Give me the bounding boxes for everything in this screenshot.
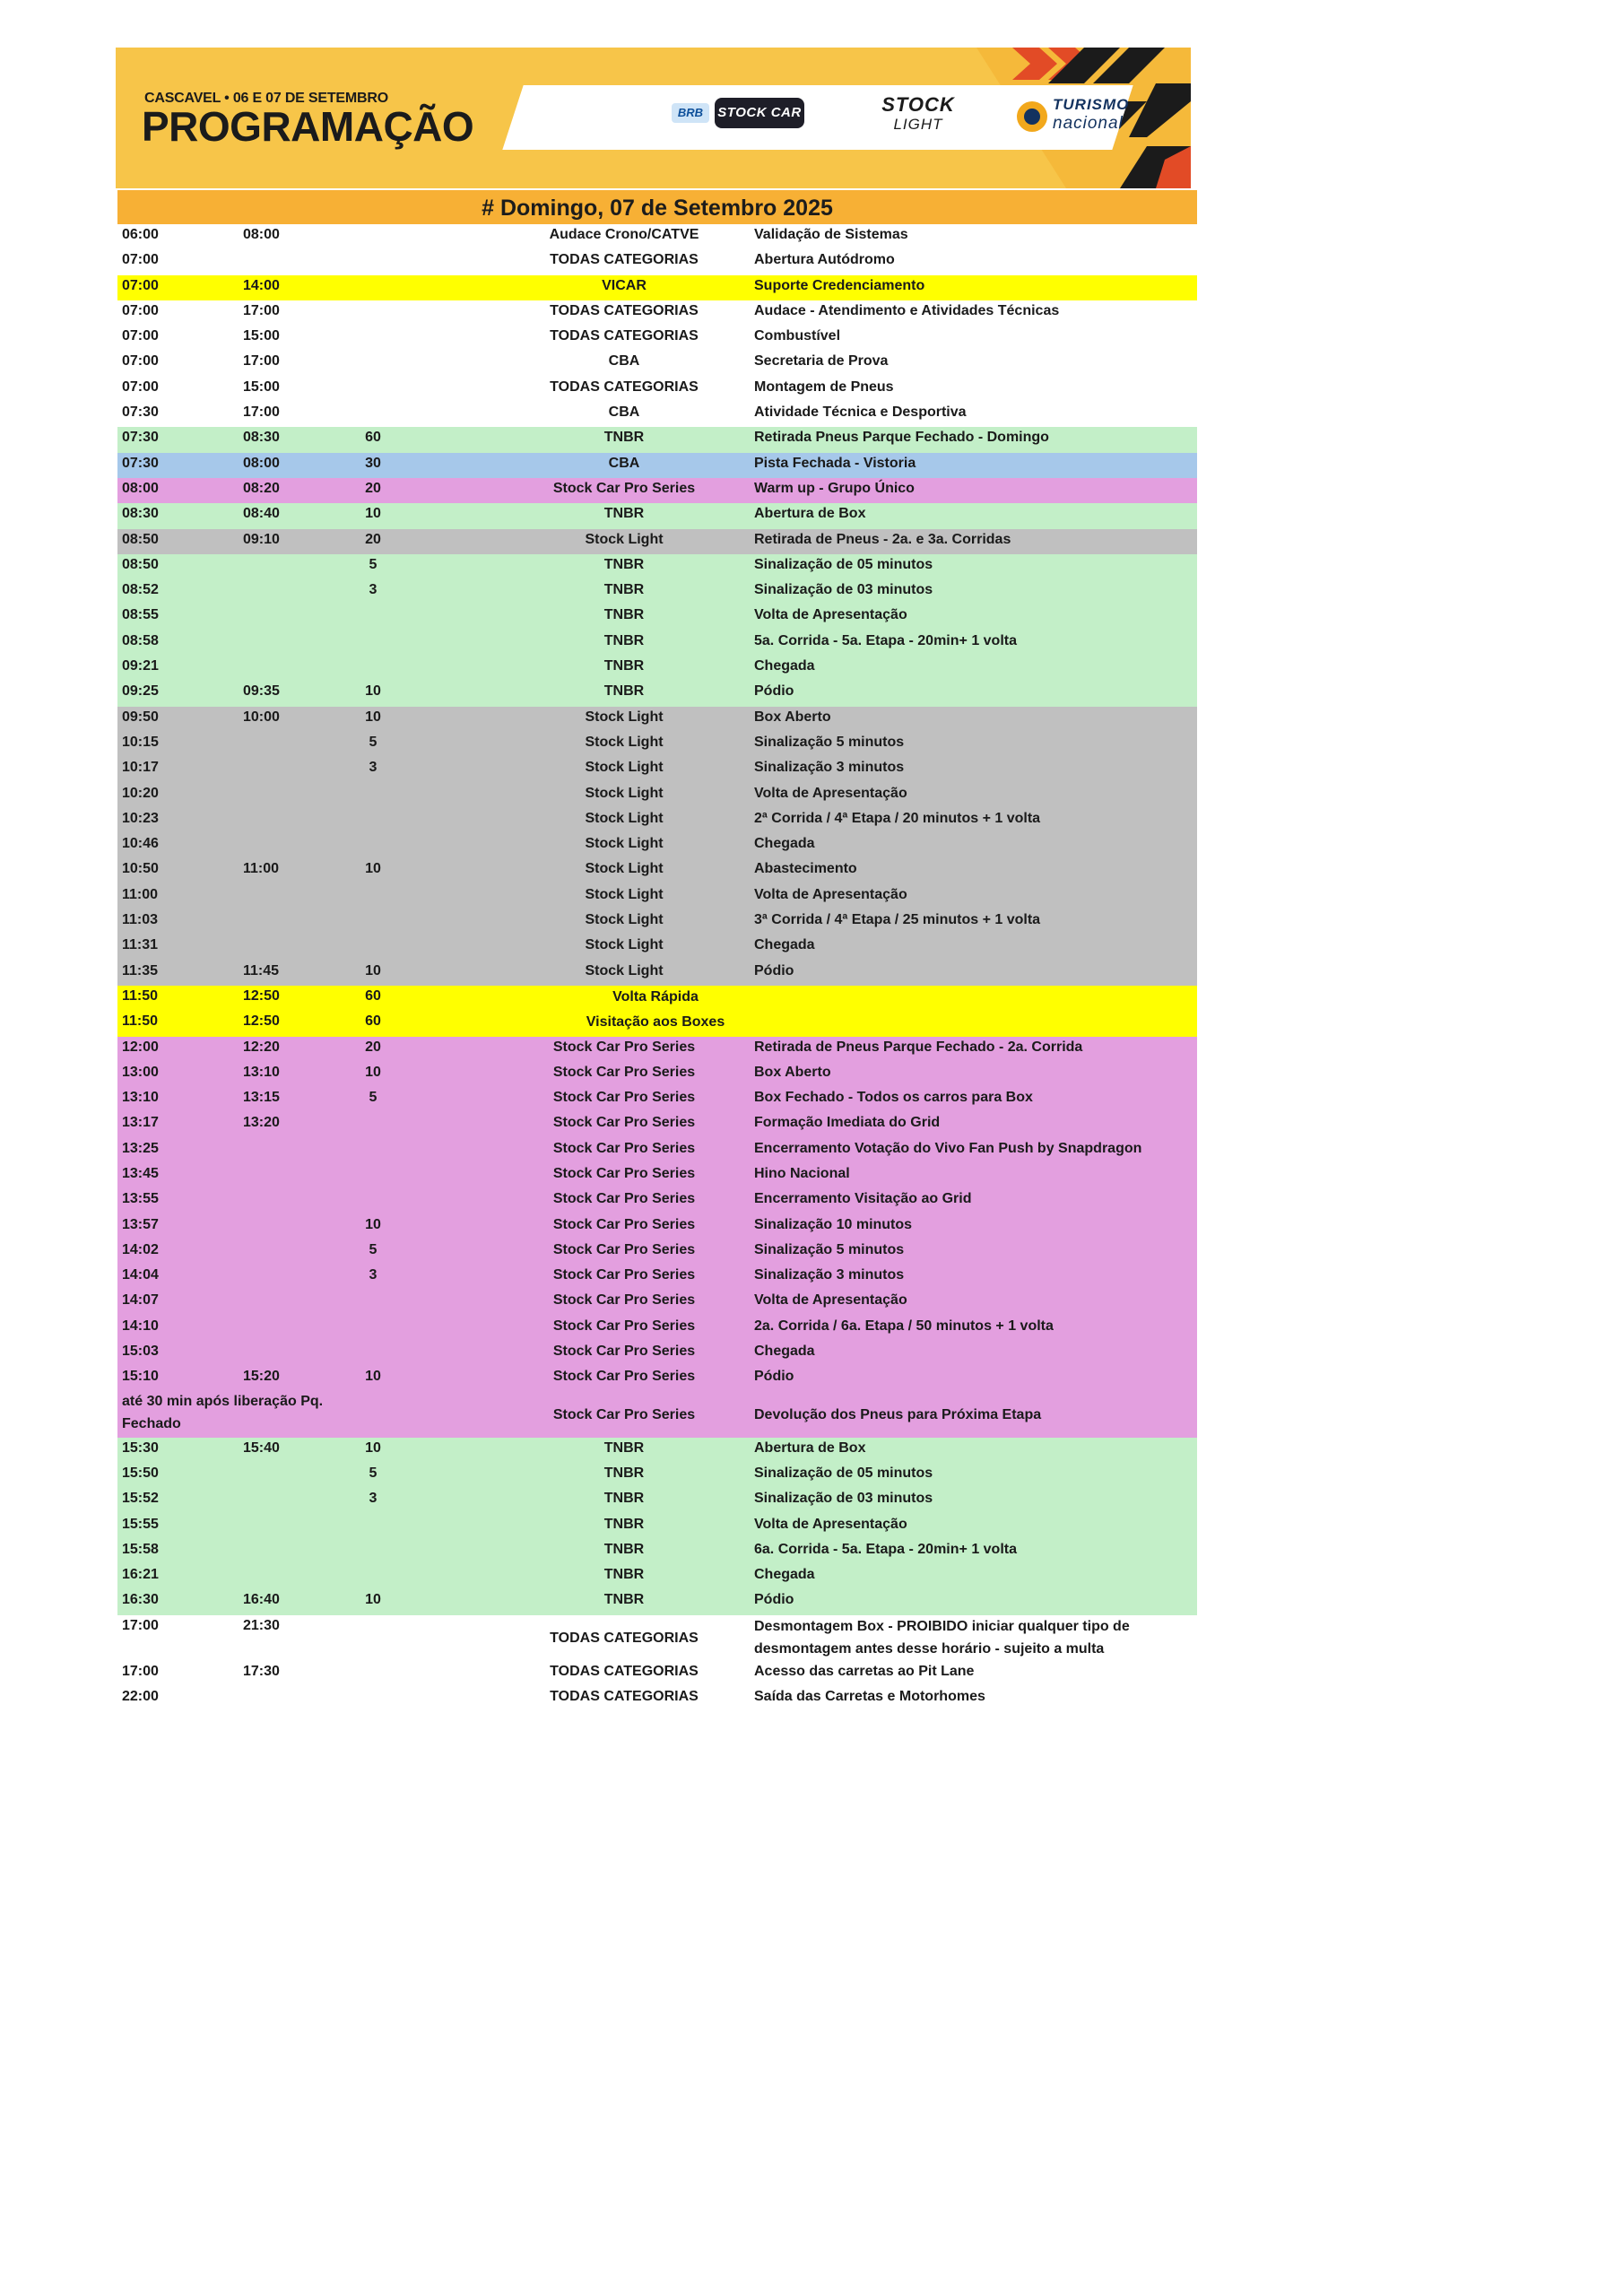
category: Stock Car Pro Series bbox=[552, 1090, 696, 1106]
schedule-row bbox=[117, 1686, 1197, 1711]
category: Stock Light bbox=[585, 937, 664, 953]
end-time: 17:30 bbox=[243, 1663, 280, 1679]
activity: Volta de Apresentação bbox=[754, 886, 907, 902]
schedule-row bbox=[117, 783, 1197, 808]
activity: Sinalização 10 minutos bbox=[754, 1216, 913, 1232]
start-time: 13:25 bbox=[122, 1140, 159, 1156]
duration-minutes: 20 bbox=[365, 480, 381, 496]
activity: Abastecimento bbox=[754, 861, 857, 877]
start-time: 07:00 bbox=[122, 277, 159, 293]
start-time: 09:50 bbox=[122, 709, 159, 725]
end-time: 09:10 bbox=[243, 531, 280, 547]
category: Stock Car Pro Series bbox=[552, 1039, 696, 1055]
schedule-row bbox=[117, 961, 1197, 986]
schedule-row bbox=[117, 631, 1197, 656]
category: TODAS CATEGORIAS bbox=[550, 1630, 699, 1646]
duration-minutes: 60 bbox=[365, 430, 381, 446]
start-time: 11:03 bbox=[122, 912, 159, 928]
category: TNBR bbox=[603, 1567, 645, 1583]
activity: Pódio bbox=[754, 962, 794, 978]
activity: Pódio bbox=[754, 1369, 794, 1385]
category: TNBR bbox=[603, 1541, 645, 1557]
activity: Sinalização de 03 minutos bbox=[754, 582, 933, 598]
category: VICAR bbox=[602, 277, 647, 293]
end-time: 15:00 bbox=[243, 328, 280, 344]
end-time: 11:00 bbox=[243, 861, 280, 877]
schedule-row bbox=[117, 478, 1197, 503]
end-time: 21:30 bbox=[243, 1617, 280, 1633]
activity: Box Aberto bbox=[754, 1064, 831, 1080]
end-time: 11:45 bbox=[243, 962, 280, 978]
category: TNBR bbox=[603, 632, 645, 648]
turismo-logo-line2: nacional bbox=[1053, 114, 1124, 133]
start-time: 10:46 bbox=[122, 836, 159, 852]
schedule-row bbox=[117, 503, 1197, 528]
schedule-row bbox=[117, 1564, 1197, 1589]
category: TNBR bbox=[603, 1491, 645, 1507]
activity: Sinalização de 05 minutos bbox=[754, 556, 933, 572]
sponsor-logos bbox=[533, 93, 1130, 143]
end-time: 15:40 bbox=[243, 1439, 280, 1456]
schedule-row bbox=[117, 1138, 1197, 1163]
start-time: 08:50 bbox=[122, 531, 159, 547]
schedule-row bbox=[117, 884, 1197, 909]
start-time: 10:50 bbox=[122, 861, 159, 877]
duration-minutes: 30 bbox=[365, 455, 381, 471]
activity: Combustível bbox=[754, 328, 841, 344]
activity: Retirada Pneus Parque Fechado - Domingo bbox=[754, 430, 1049, 446]
start-time: 08:30 bbox=[122, 506, 159, 522]
merged-activity: Volta Rápida bbox=[612, 988, 699, 1004]
schedule-row bbox=[117, 377, 1197, 402]
start-time: 06:00 bbox=[122, 227, 159, 242]
start-time: 15:58 bbox=[122, 1541, 159, 1557]
duration-minutes: 5 bbox=[369, 556, 378, 572]
end-time: 09:35 bbox=[243, 683, 280, 700]
start-time: 16:21 bbox=[122, 1567, 159, 1583]
category: Stock Car Pro Series bbox=[552, 1267, 696, 1283]
duration-minutes: 3 bbox=[369, 760, 378, 776]
category: Stock Light bbox=[585, 836, 664, 852]
activity: Warm up - Grupo Único bbox=[754, 480, 915, 496]
end-time: 08:30 bbox=[243, 430, 280, 446]
category: Stock Light bbox=[585, 785, 664, 801]
start-time: 13:55 bbox=[122, 1191, 159, 1207]
category: TNBR bbox=[603, 607, 645, 623]
start-time: 11:31 bbox=[122, 937, 159, 953]
category: CBA bbox=[608, 404, 640, 421]
header-banner bbox=[116, 48, 1191, 188]
schedule-row bbox=[117, 351, 1197, 376]
duration-minutes: 10 bbox=[365, 709, 381, 725]
start-time: 08:52 bbox=[122, 582, 159, 598]
category: TODAS CATEGORIAS bbox=[550, 252, 699, 268]
schedule-row bbox=[117, 224, 1197, 249]
schedule-row bbox=[117, 1037, 1197, 1062]
category: TNBR bbox=[603, 1516, 645, 1532]
activity: Sinalização 5 minutos bbox=[754, 1241, 905, 1257]
schedule-row bbox=[117, 1539, 1197, 1564]
activity: Sinalização 3 minutos bbox=[754, 760, 905, 776]
start-time: 22:00 bbox=[122, 1689, 159, 1705]
category: Stock Car Pro Series bbox=[552, 1216, 696, 1232]
duration-minutes: 10 bbox=[365, 683, 381, 700]
schedule-row bbox=[117, 1112, 1197, 1137]
duration-minutes: 60 bbox=[365, 987, 381, 1004]
start-time: 11:35 bbox=[122, 962, 159, 978]
activity: Abertura Autódromo bbox=[754, 252, 895, 268]
end-time: 17:00 bbox=[243, 404, 280, 421]
schedule-row bbox=[117, 656, 1197, 681]
duration-minutes: 10 bbox=[365, 1592, 381, 1608]
schedule-row bbox=[117, 1341, 1197, 1366]
end-time: 12:50 bbox=[243, 1013, 280, 1030]
category: Stock Light bbox=[585, 962, 664, 978]
schedule-row bbox=[117, 554, 1197, 579]
schedule-row bbox=[117, 935, 1197, 960]
duration-minutes: 20 bbox=[365, 1039, 381, 1055]
category: Stock Car Pro Series bbox=[552, 1318, 696, 1334]
activity: 5a. Corrida - 5a. Etapa - 20min+ 1 volta bbox=[754, 632, 1017, 648]
activity: Desmontagem Box - PROIBIDO iniciar qualquer tipo de desmontagem antes desse horário - sujeito a multa bbox=[754, 1618, 1130, 1657]
start-time: 15:52 bbox=[122, 1491, 159, 1507]
activity: Validação de Sistemas bbox=[754, 227, 908, 242]
end-time: 14:00 bbox=[243, 277, 280, 293]
schedule-row bbox=[117, 1188, 1197, 1213]
schedule-row bbox=[117, 1214, 1197, 1239]
category: Stock Light bbox=[585, 760, 664, 776]
start-time: 10:20 bbox=[122, 785, 159, 801]
activity: Volta de Apresentação bbox=[754, 785, 907, 801]
schedule-row bbox=[117, 707, 1197, 732]
duration-minutes: 10 bbox=[365, 1064, 381, 1080]
start-time: 08:58 bbox=[122, 632, 159, 648]
activity: Chegada bbox=[754, 937, 815, 953]
end-time: 08:00 bbox=[243, 455, 280, 471]
category: Stock Light bbox=[585, 734, 664, 750]
location-dates: CASCAVEL • 06 E 07 DE SETEMBRO bbox=[144, 91, 388, 106]
schedule-row bbox=[117, 1265, 1197, 1290]
schedule-row bbox=[117, 1392, 1197, 1438]
duration-minutes: 60 bbox=[365, 1013, 381, 1030]
category: CBA bbox=[608, 455, 640, 471]
activity: Abertura de Box bbox=[754, 1439, 866, 1456]
start-time: 07:30 bbox=[122, 455, 159, 471]
activity: Volta de Apresentação bbox=[754, 1516, 907, 1532]
category: TNBR bbox=[603, 506, 645, 522]
start-time: 17:00 bbox=[122, 1663, 159, 1679]
stock-light-logo bbox=[855, 94, 981, 139]
start-time: 15:03 bbox=[122, 1344, 159, 1360]
activity: Retirada de Pneus Parque Fechado - 2a. Corrida bbox=[754, 1039, 1083, 1055]
category: TNBR bbox=[603, 1465, 645, 1481]
activity: 6a. Corrida - 5a. Etapa - 20min+ 1 volta bbox=[754, 1541, 1017, 1557]
category: TNBR bbox=[603, 1439, 645, 1456]
schedule-row bbox=[117, 402, 1197, 427]
activity: Pista Fechada - Vistoria bbox=[754, 455, 916, 471]
start-time: 13:17 bbox=[122, 1115, 159, 1131]
activity: Acesso das carretas ao Pit Lane bbox=[754, 1663, 975, 1679]
schedule-row bbox=[117, 326, 1197, 351]
stock-light-logo-line1: STOCK bbox=[881, 93, 955, 116]
schedule-row bbox=[117, 579, 1197, 604]
activity: Pódio bbox=[754, 1592, 794, 1608]
page-title: PROGRAMAÇÃO bbox=[142, 103, 474, 150]
start-time: 10:23 bbox=[122, 810, 159, 826]
start-time: 14:07 bbox=[122, 1292, 159, 1309]
schedule-row bbox=[117, 808, 1197, 833]
start-time: 14:02 bbox=[122, 1241, 159, 1257]
end-time: 17:00 bbox=[243, 353, 280, 370]
category: TODAS CATEGORIAS bbox=[550, 328, 699, 344]
start-time: 14:10 bbox=[122, 1318, 159, 1334]
schedule-row bbox=[117, 1087, 1197, 1112]
schedule-row bbox=[117, 1589, 1197, 1614]
start-time: 15:50 bbox=[122, 1465, 159, 1481]
category: TNBR bbox=[603, 430, 645, 446]
start-time: 07:00 bbox=[122, 302, 159, 318]
schedule-row bbox=[117, 453, 1197, 478]
start-time: 10:17 bbox=[122, 760, 159, 776]
schedule-row bbox=[117, 1239, 1197, 1265]
activity: Sinalização de 03 minutos bbox=[754, 1491, 933, 1507]
duration-minutes: 10 bbox=[365, 1216, 381, 1232]
activity: 3ª Corrida / 4ª Etapa / 25 minutos + 1 volta bbox=[754, 912, 1041, 928]
start-time: 13:57 bbox=[122, 1216, 159, 1232]
category: Stock Light bbox=[585, 531, 664, 547]
activity: Atividade Técnica e Desportiva bbox=[754, 404, 967, 421]
start-time: 08:00 bbox=[122, 480, 159, 496]
schedule-table bbox=[117, 224, 1197, 1711]
day-header: # Domingo, 07 de Setembro 2025 bbox=[117, 190, 1197, 224]
category: TODAS CATEGORIAS bbox=[550, 1663, 699, 1679]
schedule-row bbox=[117, 681, 1197, 706]
schedule-row bbox=[117, 1488, 1197, 1513]
start-time: 11:00 bbox=[122, 886, 159, 902]
stock-car-brb-logo bbox=[672, 94, 811, 132]
category: TODAS CATEGORIAS bbox=[550, 302, 699, 318]
end-time: 13:10 bbox=[243, 1064, 280, 1080]
activity: Secretaria de Prova bbox=[754, 353, 889, 370]
start-time: 13:10 bbox=[122, 1090, 159, 1106]
duration-minutes: 5 bbox=[369, 1241, 378, 1257]
start-time: 15:30 bbox=[122, 1439, 159, 1456]
duration-minutes: 10 bbox=[365, 962, 381, 978]
activity: Box Aberto bbox=[754, 709, 831, 725]
end-time: 13:15 bbox=[243, 1090, 280, 1106]
duration-minutes: 5 bbox=[369, 1465, 378, 1481]
end-time: 08:40 bbox=[243, 506, 280, 522]
start-time: 07:30 bbox=[122, 430, 159, 446]
schedule-row bbox=[117, 275, 1197, 300]
category: Stock Car Pro Series bbox=[552, 1241, 696, 1257]
start-time: até 30 min após liberação Pq. Fechado bbox=[122, 1393, 324, 1431]
stock-light-logo-line2: LIGHT bbox=[893, 116, 943, 133]
duration-minutes: 10 bbox=[365, 1439, 381, 1456]
stock-car-logo-text: STOCK CAR bbox=[715, 98, 804, 128]
category: Stock Car Pro Series bbox=[552, 1064, 696, 1080]
start-time: 15:10 bbox=[122, 1369, 159, 1385]
duration-minutes: 5 bbox=[369, 1090, 378, 1106]
schedule-row bbox=[117, 427, 1197, 452]
activity: Sinalização 3 minutos bbox=[754, 1267, 905, 1283]
end-time: 13:20 bbox=[243, 1115, 280, 1131]
start-time: 09:25 bbox=[122, 683, 159, 700]
category: Stock Car Pro Series bbox=[552, 480, 696, 496]
duration-minutes: 10 bbox=[365, 1369, 381, 1385]
end-time: 08:00 bbox=[243, 227, 280, 242]
start-time: 11:50 bbox=[122, 987, 159, 1004]
category: Stock Car Pro Series bbox=[552, 1344, 696, 1360]
activity: Chegada bbox=[754, 836, 815, 852]
schedule-row bbox=[117, 757, 1197, 782]
schedule-row bbox=[117, 1463, 1197, 1488]
start-time: 07:00 bbox=[122, 378, 159, 395]
schedule-row bbox=[117, 1366, 1197, 1391]
activity: Encerramento Votação do Vivo Fan Push by Snapdragon bbox=[754, 1140, 1142, 1156]
activity: 2ª Corrida / 4ª Etapa / 20 minutos + 1 volta bbox=[754, 810, 1041, 826]
activity: Chegada bbox=[754, 658, 815, 674]
category: Stock Light bbox=[585, 810, 664, 826]
category: Stock Light bbox=[585, 912, 664, 928]
end-time: 12:20 bbox=[243, 1039, 280, 1055]
schedule-row bbox=[117, 1615, 1197, 1661]
end-time: 10:00 bbox=[243, 709, 280, 725]
turismo-nacional-logo bbox=[1017, 94, 1187, 139]
schedule-row bbox=[117, 529, 1197, 554]
schedule-row bbox=[117, 1011, 1197, 1036]
category: Stock Light bbox=[585, 709, 664, 725]
category: TNBR bbox=[603, 1592, 645, 1608]
start-time: 14:04 bbox=[122, 1267, 159, 1283]
activity: Hino Nacional bbox=[754, 1165, 850, 1181]
start-time: 15:55 bbox=[122, 1516, 159, 1532]
brb-logo-text: BRB bbox=[672, 103, 709, 123]
activity: 2a. Corrida / 6a. Etapa / 50 minutos + 1 volta bbox=[754, 1318, 1054, 1334]
start-time: 07:30 bbox=[122, 404, 159, 421]
start-time: 11:50 bbox=[122, 1013, 159, 1030]
duration-minutes: 3 bbox=[369, 1267, 378, 1283]
schedule-row bbox=[117, 1062, 1197, 1087]
activity: Montagem de Pneus bbox=[754, 378, 894, 395]
category: Stock Light bbox=[585, 886, 664, 902]
duration-minutes: 10 bbox=[365, 861, 381, 877]
start-time: 10:15 bbox=[122, 734, 159, 750]
turismo-circle-icon bbox=[1017, 101, 1047, 132]
schedule-row bbox=[117, 1514, 1197, 1539]
start-time: 07:00 bbox=[122, 328, 159, 344]
activity: Encerramento Visitação ao Grid bbox=[754, 1191, 972, 1207]
activity: Suporte Credenciamento bbox=[754, 277, 925, 293]
category: Stock Light bbox=[585, 861, 664, 877]
category: Stock Car Pro Series bbox=[552, 1191, 696, 1207]
turismo-logo-line1: TURISMO bbox=[1053, 96, 1130, 113]
start-time: 13:00 bbox=[122, 1064, 159, 1080]
activity: Devolução dos Pneus para Próxima Etapa bbox=[754, 1406, 1042, 1422]
schedule-row bbox=[117, 1163, 1197, 1188]
activity: Volta de Apresentação bbox=[754, 1292, 907, 1309]
schedule-row bbox=[117, 858, 1197, 883]
activity: Chegada bbox=[754, 1567, 815, 1583]
duration-minutes: 10 bbox=[365, 506, 381, 522]
start-time: 12:00 bbox=[122, 1039, 159, 1055]
category: TNBR bbox=[603, 658, 645, 674]
activity: Sinalização de 05 minutos bbox=[754, 1465, 933, 1481]
schedule-row bbox=[117, 833, 1197, 858]
end-time: 17:00 bbox=[243, 302, 280, 318]
schedule-row bbox=[117, 300, 1197, 326]
activity: Audace - Atendimento e Atividades Técnicas bbox=[754, 302, 1060, 318]
category: Stock Car Pro Series bbox=[552, 1140, 696, 1156]
duration-minutes: 3 bbox=[369, 582, 378, 598]
duration-minutes: 5 bbox=[369, 734, 378, 750]
schedule-row bbox=[117, 732, 1197, 757]
schedule-row bbox=[117, 909, 1197, 935]
activity: Pódio bbox=[754, 683, 794, 700]
activity: Box Fechado - Todos os carros para Box bbox=[754, 1090, 1033, 1106]
category: TNBR bbox=[603, 582, 645, 598]
merged-activity: Visitação aos Boxes bbox=[586, 1014, 725, 1031]
start-time: 16:30 bbox=[122, 1592, 159, 1608]
schedule-row bbox=[117, 1661, 1197, 1686]
start-time: 08:55 bbox=[122, 607, 159, 623]
duration-minutes: 20 bbox=[365, 531, 381, 547]
schedule-row bbox=[117, 1438, 1197, 1463]
schedule-row bbox=[117, 604, 1197, 630]
category: CBA bbox=[608, 353, 640, 370]
end-time: 08:20 bbox=[243, 480, 280, 496]
category: Stock Car Pro Series bbox=[552, 1292, 696, 1309]
duration-minutes: 3 bbox=[369, 1491, 378, 1507]
start-time: 08:50 bbox=[122, 556, 159, 572]
activity: Volta de Apresentação bbox=[754, 607, 907, 623]
category: TNBR bbox=[603, 556, 645, 572]
category: TODAS CATEGORIAS bbox=[550, 378, 699, 395]
schedule-row bbox=[117, 1290, 1197, 1315]
schedule-row bbox=[117, 249, 1197, 274]
category: Audace Crono/CATVE bbox=[549, 227, 699, 242]
activity: Saída das Carretas e Motorhomes bbox=[754, 1689, 985, 1705]
category: TODAS CATEGORIAS bbox=[550, 1689, 699, 1705]
category: Stock Car Pro Series bbox=[552, 1369, 696, 1385]
activity: Chegada bbox=[754, 1344, 815, 1360]
category: Stock Car Pro Series bbox=[552, 1115, 696, 1131]
end-time: 15:00 bbox=[243, 378, 280, 395]
start-time: 07:00 bbox=[122, 353, 159, 370]
start-time: 13:45 bbox=[122, 1165, 159, 1181]
start-time: 17:00 bbox=[122, 1617, 159, 1633]
category: TNBR bbox=[603, 683, 645, 700]
start-time: 09:21 bbox=[122, 658, 159, 674]
end-time: 16:40 bbox=[243, 1592, 280, 1608]
category: Stock Car Pro Series bbox=[552, 1406, 696, 1422]
activity: Abertura de Box bbox=[754, 506, 866, 522]
start-time: 07:00 bbox=[122, 252, 159, 268]
activity: Retirada de Pneus - 2a. e 3a. Corridas bbox=[754, 531, 1011, 547]
schedule-row bbox=[117, 986, 1197, 1011]
end-time: 15:20 bbox=[243, 1369, 280, 1385]
schedule-row bbox=[117, 1316, 1197, 1341]
activity: Formação Imediata do Grid bbox=[754, 1115, 941, 1131]
end-time: 12:50 bbox=[243, 987, 280, 1004]
category: Stock Car Pro Series bbox=[552, 1165, 696, 1181]
activity: Sinalização 5 minutos bbox=[754, 734, 905, 750]
